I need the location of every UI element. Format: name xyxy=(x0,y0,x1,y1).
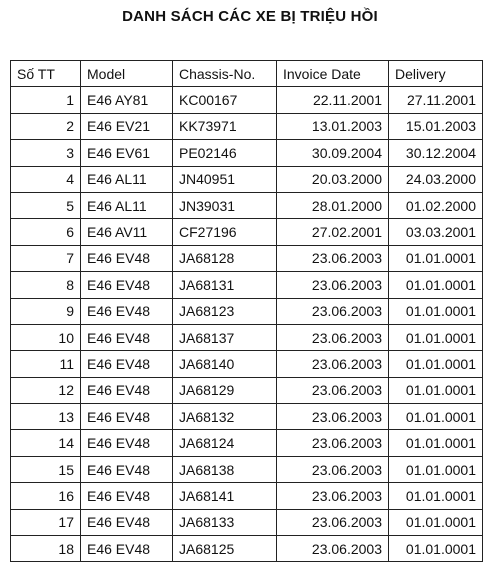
model-cell: E46 EV48 xyxy=(81,404,173,430)
row-number: 8 xyxy=(11,272,81,298)
model-cell: E46 EV61 xyxy=(81,140,173,166)
row-number: 2 xyxy=(11,113,81,139)
model-cell: E46 AL11 xyxy=(81,166,173,192)
invoice-date-cell: 20.03.2000 xyxy=(277,166,389,192)
table-row xyxy=(11,536,483,562)
chassis-cell: JN40951 xyxy=(173,166,277,192)
row-number: 17 xyxy=(11,509,81,535)
chassis-cell: JA68124 xyxy=(173,430,277,456)
chassis-cell: JA68140 xyxy=(173,351,277,377)
header-invoice-date: Invoice Date xyxy=(277,61,389,87)
table-row xyxy=(11,140,483,166)
row-number: 9 xyxy=(11,298,81,324)
model-cell: E46 EV48 xyxy=(81,483,173,509)
delivery-cell: 03.03.2001 xyxy=(389,219,483,245)
table-row xyxy=(11,87,483,113)
model-cell: E46 AL11 xyxy=(81,192,173,218)
model-cell: E46 EV48 xyxy=(81,245,173,271)
chassis-cell: KC00167 xyxy=(173,87,277,113)
invoice-date-cell: 23.06.2003 xyxy=(277,298,389,324)
table-row xyxy=(11,245,483,271)
chassis-cell: JA68129 xyxy=(173,377,277,403)
row-number: 15 xyxy=(11,456,81,482)
invoice-date-cell: 28.01.2000 xyxy=(277,192,389,218)
delivery-cell: 01.01.0001 xyxy=(389,483,483,509)
header-so-tt: Số TT xyxy=(11,61,81,87)
invoice-date-cell: 23.06.2003 xyxy=(277,483,389,509)
row-number: 4 xyxy=(11,166,81,192)
invoice-date-cell: 23.06.2003 xyxy=(277,351,389,377)
table-row xyxy=(11,456,483,482)
delivery-cell: 27.11.2001 xyxy=(389,87,483,113)
invoice-date-cell: 23.06.2003 xyxy=(277,509,389,535)
row-number: 6 xyxy=(11,219,81,245)
model-cell: E46 EV48 xyxy=(81,272,173,298)
table-row xyxy=(11,192,483,218)
delivery-cell: 01.02.2000 xyxy=(389,192,483,218)
model-cell: E46 EV48 xyxy=(81,509,173,535)
table-row xyxy=(11,166,483,192)
invoice-date-cell: 23.06.2003 xyxy=(277,377,389,403)
row-number: 16 xyxy=(11,483,81,509)
delivery-cell: 01.01.0001 xyxy=(389,509,483,535)
chassis-cell: JN39031 xyxy=(173,192,277,218)
delivery-cell: 30.12.2004 xyxy=(389,140,483,166)
delivery-cell: 15.01.2003 xyxy=(389,113,483,139)
table-row xyxy=(11,272,483,298)
model-cell: E46 EV48 xyxy=(81,324,173,350)
delivery-cell: 01.01.0001 xyxy=(389,430,483,456)
delivery-cell: 01.01.0001 xyxy=(389,404,483,430)
model-cell: E46 AY81 xyxy=(81,87,173,113)
chassis-cell: JA68125 xyxy=(173,536,277,562)
delivery-cell: 01.01.0001 xyxy=(389,272,483,298)
row-number: 18 xyxy=(11,536,81,562)
row-number: 1 xyxy=(11,87,81,113)
model-cell: E46 EV48 xyxy=(81,351,173,377)
row-number: 14 xyxy=(11,430,81,456)
delivery-cell: 01.01.0001 xyxy=(389,324,483,350)
table-row xyxy=(11,298,483,324)
chassis-cell: JA68123 xyxy=(173,298,277,324)
table-row xyxy=(11,324,483,350)
invoice-date-cell: 23.06.2003 xyxy=(277,324,389,350)
table-row xyxy=(11,113,483,139)
delivery-cell: 01.01.0001 xyxy=(389,351,483,377)
chassis-cell: PE02146 xyxy=(173,140,277,166)
invoice-date-cell: 23.06.2003 xyxy=(277,245,389,271)
model-cell: E46 EV48 xyxy=(81,430,173,456)
model-cell: E46 EV48 xyxy=(81,536,173,562)
chassis-cell: JA68128 xyxy=(173,245,277,271)
header-delivery: Delivery xyxy=(389,61,483,87)
model-cell: E46 EV48 xyxy=(81,377,173,403)
table-row xyxy=(11,509,483,535)
row-number: 5 xyxy=(11,192,81,218)
invoice-date-cell: 23.06.2003 xyxy=(277,456,389,482)
header-model: Model xyxy=(81,61,173,87)
invoice-date-cell: 23.06.2003 xyxy=(277,536,389,562)
invoice-date-cell: 23.06.2003 xyxy=(277,272,389,298)
invoice-date-cell: 23.06.2003 xyxy=(277,404,389,430)
row-number: 10 xyxy=(11,324,81,350)
chassis-cell: JA68132 xyxy=(173,404,277,430)
invoice-date-cell: 22.11.2001 xyxy=(277,87,389,113)
table-body xyxy=(11,87,483,562)
chassis-cell: JA68138 xyxy=(173,456,277,482)
row-number: 7 xyxy=(11,245,81,271)
table-row xyxy=(11,430,483,456)
model-cell: E46 EV48 xyxy=(81,456,173,482)
row-number: 12 xyxy=(11,377,81,403)
delivery-cell: 01.01.0001 xyxy=(389,298,483,324)
delivery-cell: 24.03.2000 xyxy=(389,166,483,192)
invoice-date-cell: 13.01.2003 xyxy=(277,113,389,139)
delivery-cell: 01.01.0001 xyxy=(389,456,483,482)
row-number: 13 xyxy=(11,404,81,430)
recall-table xyxy=(10,60,483,562)
row-number: 3 xyxy=(11,140,81,166)
invoice-date-cell: 30.09.2004 xyxy=(277,140,389,166)
chassis-cell: JA68133 xyxy=(173,509,277,535)
row-number: 11 xyxy=(11,351,81,377)
chassis-cell: CF27196 xyxy=(173,219,277,245)
invoice-date-cell: 27.02.2001 xyxy=(277,219,389,245)
delivery-cell: 01.01.0001 xyxy=(389,245,483,271)
table-row xyxy=(11,404,483,430)
chassis-cell: JA68137 xyxy=(173,324,277,350)
delivery-cell: 01.01.0001 xyxy=(389,536,483,562)
document-title: DANH SÁCH CÁC XE BỊ TRIỆU HỒI xyxy=(122,8,378,25)
header-chassis-no: Chassis-No. xyxy=(173,61,277,87)
chassis-cell: JA68141 xyxy=(173,483,277,509)
model-cell: E46 EV48 xyxy=(81,298,173,324)
chassis-cell: KK73971 xyxy=(173,113,277,139)
model-cell: E46 EV21 xyxy=(81,113,173,139)
chassis-cell: JA68131 xyxy=(173,272,277,298)
delivery-cell: 01.01.0001 xyxy=(389,377,483,403)
table-row xyxy=(11,377,483,403)
model-cell: E46 AV11 xyxy=(81,219,173,245)
table-row xyxy=(11,219,483,245)
table-header-row xyxy=(11,61,483,87)
table-row xyxy=(11,351,483,377)
table-row xyxy=(11,483,483,509)
invoice-date-cell: 23.06.2003 xyxy=(277,430,389,456)
